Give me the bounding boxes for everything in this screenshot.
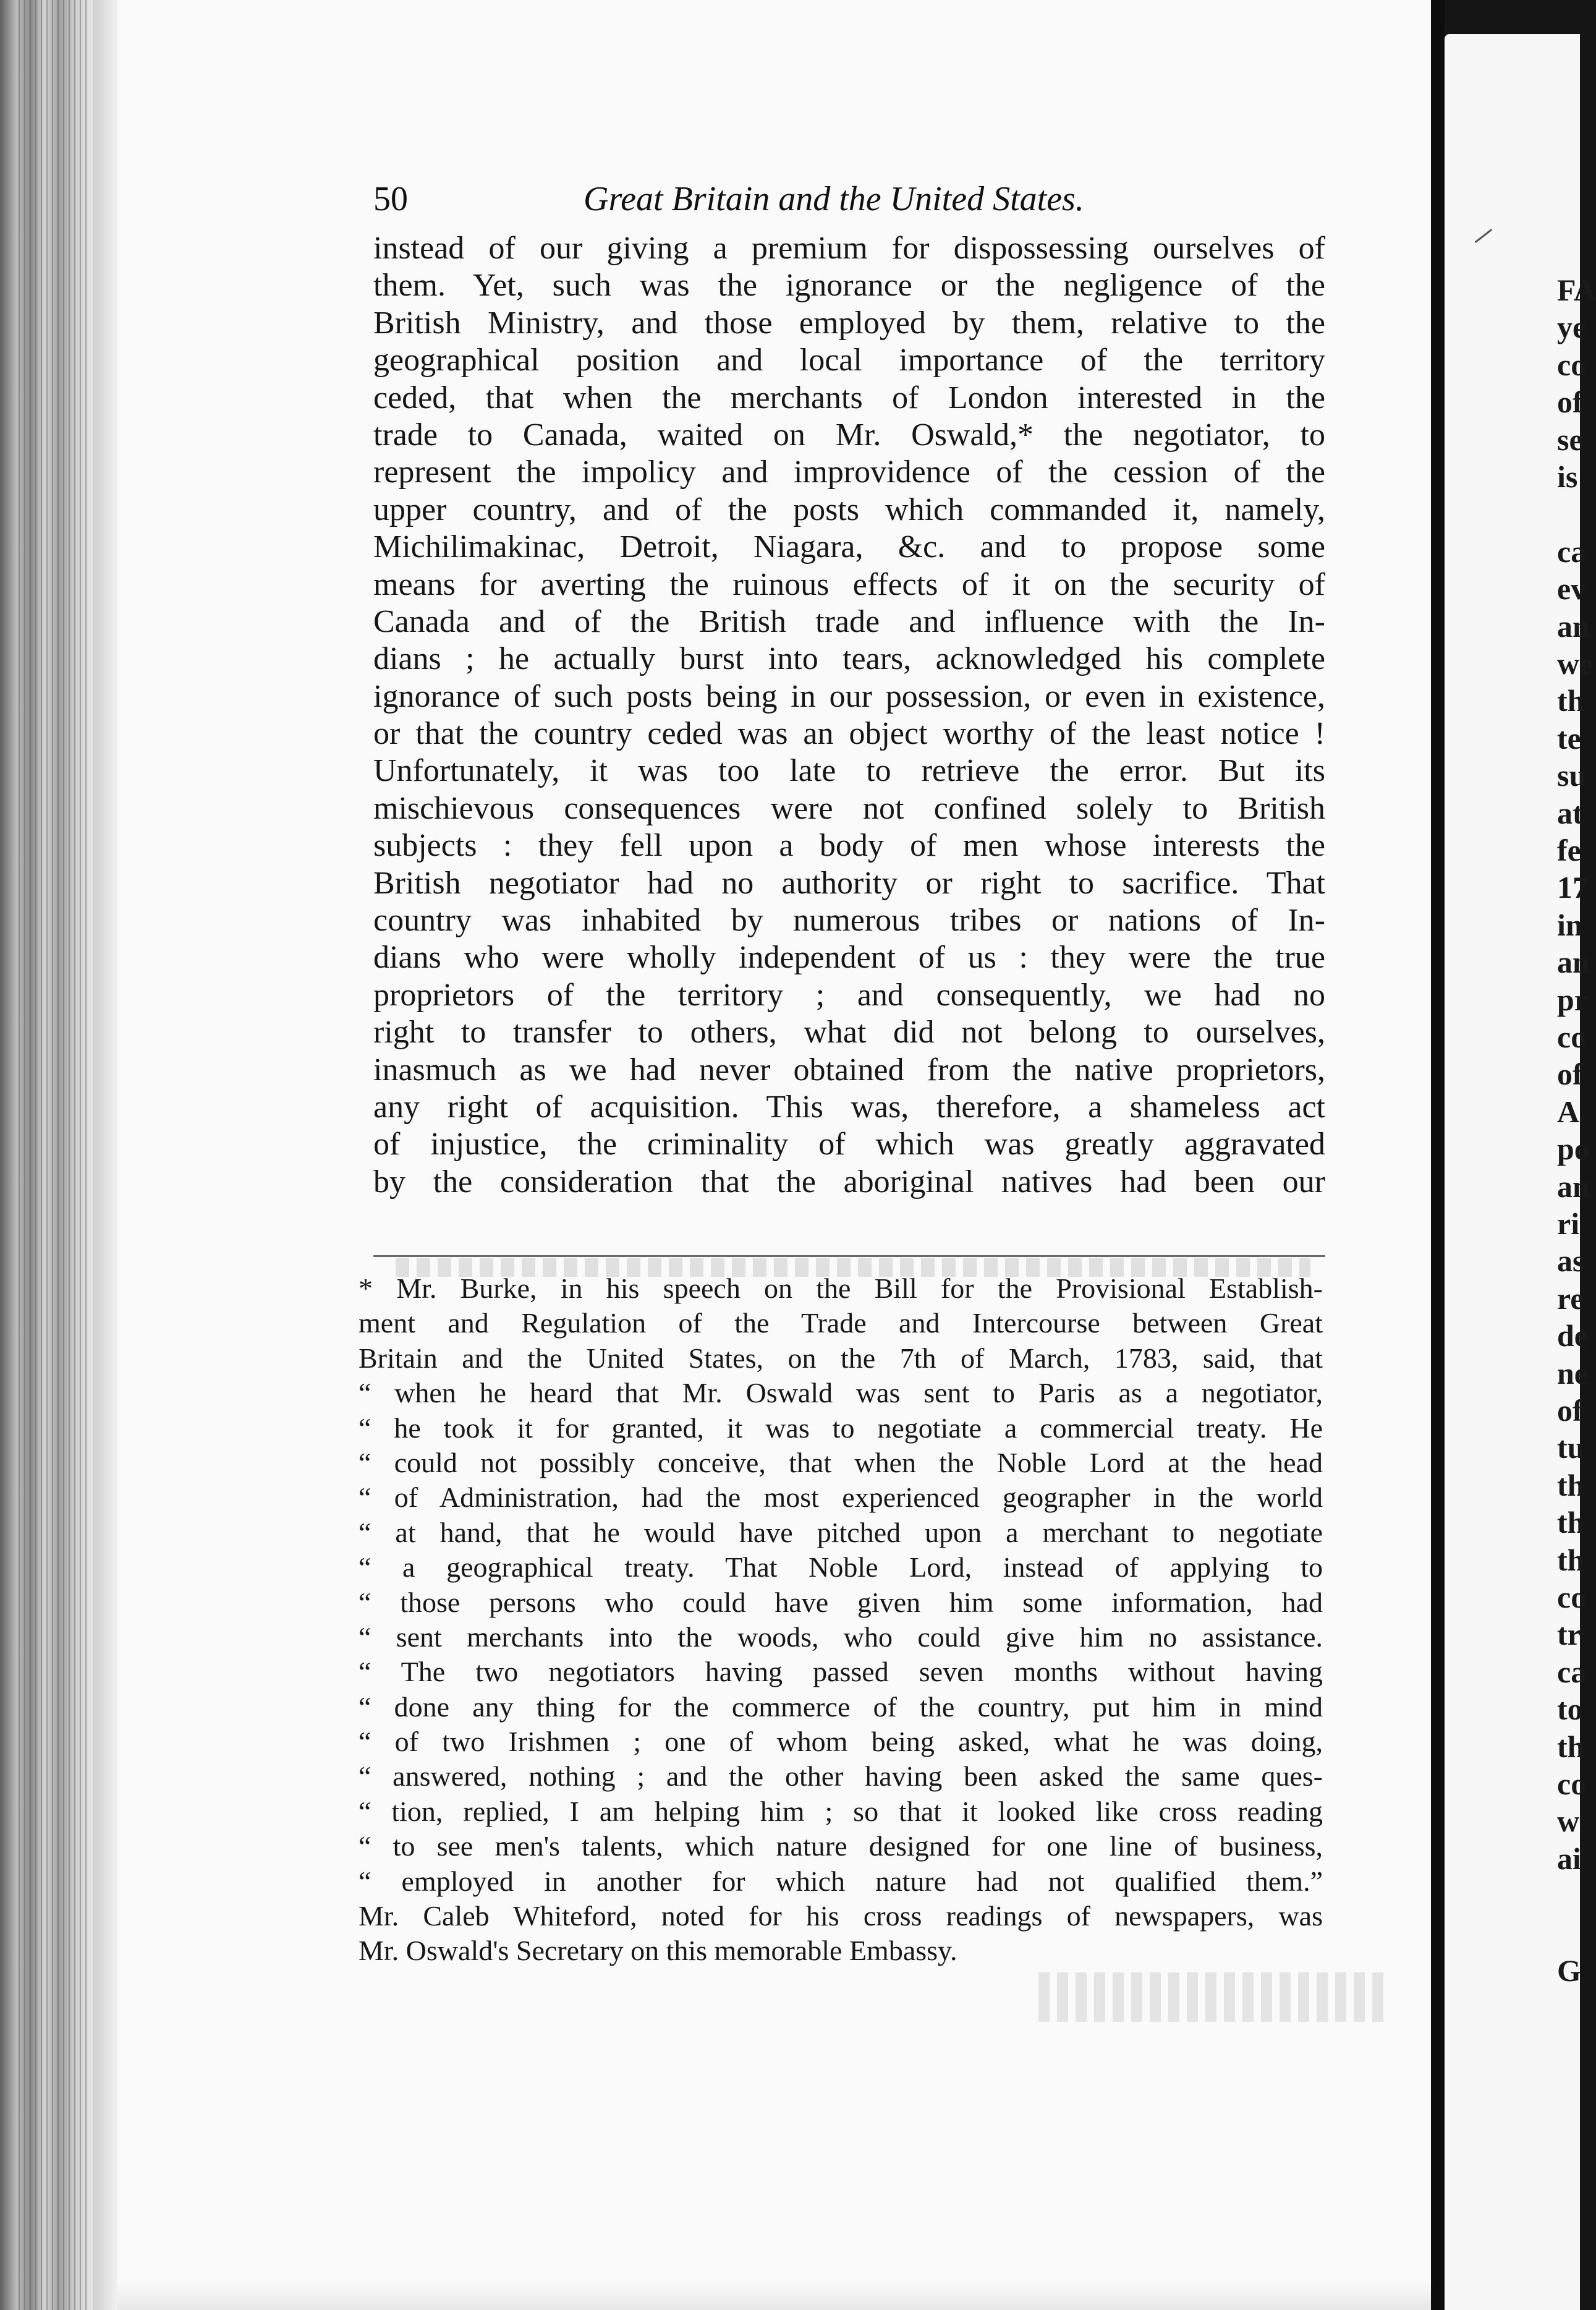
right-page-fragment: an (1557, 608, 1590, 644)
body-line: subjects : they fell upon a body of men whose interests the (373, 828, 1325, 864)
body-line: Canada and of the British trade and influence with the In- (373, 603, 1325, 639)
body-line: British negotiator had no authority or right to sacrifice. That (373, 865, 1325, 901)
footnote-line: “ could not possibly conceive, that when the Noble Lord at the head (359, 1446, 1323, 1478)
right-page-fragment: tu (1557, 1430, 1585, 1465)
body-line: Michilimakinac, Detroit, Niagara, &c. and to propose some (373, 529, 1325, 565)
body-line: them. Yet, such was the ignorance or the negligence of the (373, 268, 1325, 304)
right-page-fragment: se (1557, 422, 1583, 457)
running-title: Great Britain and the United States. (584, 180, 1084, 218)
running-header (373, 179, 1325, 223)
body-line: by the consideration that the aboriginal natives had been our (373, 1164, 1325, 1200)
right-page-fragment: te (1557, 720, 1581, 756)
body-line: instead of our giving a premium for dispossessing ourselves of (373, 231, 1325, 266)
right-page-fragment: su (1557, 758, 1587, 793)
right-page-fragment: co (1557, 1767, 1587, 1801)
body-line: represent the impolicy and improvidence of the cession of the (373, 454, 1325, 490)
right-page-fragment: as (1557, 1243, 1585, 1279)
footnote-line: “ sent merchants into the woods, who could give him no assistance. (359, 1621, 1323, 1653)
page-gutter (1431, 0, 1445, 2310)
right-page-fragment: at (1557, 795, 1583, 830)
body-line: or that the country ceded was an object worthy of the least notice ! (373, 716, 1325, 752)
page-edge (93, 0, 117, 2310)
right-page-fragment: ev (1557, 571, 1587, 607)
footnote-line: “ The two negotiators having passed seven months without having (359, 1656, 1323, 1688)
right-page-fragment: th (1557, 1505, 1585, 1540)
right-page-fragment: ca (1557, 1654, 1587, 1689)
body-line: inasmuch as we had never obtained from the native proprietors, (373, 1052, 1325, 1088)
body-line: Unfortunately, it was too late to retrieve the error. But its (373, 753, 1325, 789)
body-line: means for averting the ruinous effects of it on the security of (373, 566, 1325, 602)
body-line: any right of acquisition. This was, therefore, a shameless act (373, 1089, 1325, 1125)
right-page-fragment: of (1557, 1393, 1583, 1428)
body-line: dians who were wholly independent of us : they were the true (373, 940, 1325, 976)
right-page-fragment: co (1557, 1020, 1587, 1054)
right-page-fragment: ye (1557, 310, 1587, 345)
footnote-line: Mr. Caleb Whiteford, noted for his cross readings of newspapers, was (359, 1900, 1323, 1932)
right-page-fragment: an (1557, 945, 1590, 980)
right-page-fragment: 17 (1557, 870, 1588, 905)
right-page-fragment: ne (1557, 1355, 1588, 1391)
spine-texture (19, 0, 87, 2310)
right-page-fragment: an (1557, 1169, 1590, 1204)
footnote-line: “ at hand, that he would have pitched upon a merchant to negotiate (359, 1516, 1323, 1548)
body-line: upper country, and of the posts which commanded it, namely, (373, 492, 1325, 527)
right-page-fragment: co (1557, 1580, 1587, 1614)
right-page-fragment: th (1557, 1467, 1585, 1502)
footnote-line: ment and Regulation of the Trade and Intercourse between Great (359, 1307, 1323, 1339)
right-page-fragment: co (1557, 347, 1587, 382)
right-page-fragment: ca (1557, 534, 1587, 569)
body-line: dians ; he actually burst into tears, acknowledged his complete (373, 641, 1325, 677)
body-line: British Ministry, and those employed by them, relative to the (373, 305, 1325, 341)
body-line: of injustice, the criminality of which was greatly aggravated (373, 1127, 1325, 1162)
right-page-fragment: of (1557, 385, 1583, 420)
body-line: proprietors of the territory ; and consequently, we had no (373, 977, 1325, 1013)
footnote-line: “ tion, replied, I am helping him ; so that it looked like cross reading (359, 1795, 1323, 1827)
right-page-fragment: th (1557, 1542, 1585, 1577)
right-page-fragment: of (1557, 1057, 1583, 1092)
right-page-fragment: in (1557, 907, 1583, 942)
footnote-line: “ when he heard that Mr. Oswald was sent to Paris as a negotiator, (359, 1377, 1323, 1409)
footnote-line: Mr. Oswald's Secretary on this memorable Embassy. (359, 1935, 957, 1967)
footnote (359, 1271, 1323, 1969)
right-page-fragment: th (1557, 683, 1585, 718)
footnote-line: Britain and the United States, on the 7th of March, 1783, said, that (359, 1342, 1323, 1374)
right-page-fragment: is (1557, 459, 1578, 494)
footnote-line: “ answered, nothing ; and the other having been asked the same ques- (359, 1760, 1323, 1792)
footnote-line: “ he took it for granted, it was to negotiate a commercial treaty. He (359, 1412, 1323, 1444)
right-page-fragment: we (1557, 646, 1594, 681)
body-line: mischievous consequences were not confined solely to British (373, 790, 1325, 826)
footnote-line: “ done any thing for the commerce of the country, put him in mind (359, 1690, 1323, 1723)
footnote-line: “ those persons who could have given him some information, had (359, 1586, 1323, 1618)
right-page-fragment: ri (1557, 1206, 1580, 1241)
page-shadow (117, 2282, 1431, 2310)
footnote-line: * Mr. Burke, in his speech on the Bill for the Provisional Establish- (359, 1272, 1323, 1304)
right-page-fragment: G (1557, 1953, 1581, 1988)
body-line: trade to Canada, waited on Mr. Oswald,* the negotiator, to (373, 417, 1325, 453)
right-page-fragment: FA (1557, 273, 1596, 307)
body-text (373, 230, 1325, 1201)
body-line: right to transfer to others, what did not belong to ourselves, (373, 1015, 1325, 1051)
right-page-fragment: th (1557, 1729, 1585, 1764)
right-page-fragment: A (1557, 1094, 1580, 1129)
page-number: 50 (373, 180, 408, 218)
footnote-line: “ of two Irishmen ; one of whom being asked, what he was doing, (359, 1726, 1323, 1758)
show-through-bottom (1038, 1972, 1385, 2022)
footnote-line: “ employed in another for which nature had not qualified them.” (359, 1865, 1323, 1897)
body-line: ceded, that when the merchants of London interested in the (373, 380, 1325, 416)
body-line: geographical position and local importance of the territory (373, 343, 1325, 378)
right-page-fragment: pr (1557, 982, 1588, 1017)
footnote-line: “ of Administration, had the most experienced geographer in the world (359, 1481, 1323, 1514)
right-page-fragment: tr (1557, 1617, 1581, 1652)
right-page-fragment: ai (1557, 1841, 1581, 1876)
right-page-fragment: w (1557, 1804, 1580, 1839)
footnote-line: “ to see men's talents, which nature designed for one line of business, (359, 1830, 1323, 1862)
right-page-fragment: de (1557, 1318, 1588, 1353)
body-line: ignorance of such posts being in our possession, or even in existence, (373, 678, 1325, 714)
right-page-fragment: fe (1557, 833, 1581, 867)
footnote-line: “ a geographical treaty. That Noble Lord, instead of applying to (359, 1551, 1323, 1583)
right-page-fragment: to (1557, 1692, 1583, 1727)
footnote-rule (373, 1255, 1325, 1257)
body-line: country was inhabited by numerous tribes or nations of In- (373, 903, 1325, 939)
right-page-fragment: po (1557, 1132, 1590, 1167)
right-page-fragment: re (1557, 1281, 1584, 1316)
